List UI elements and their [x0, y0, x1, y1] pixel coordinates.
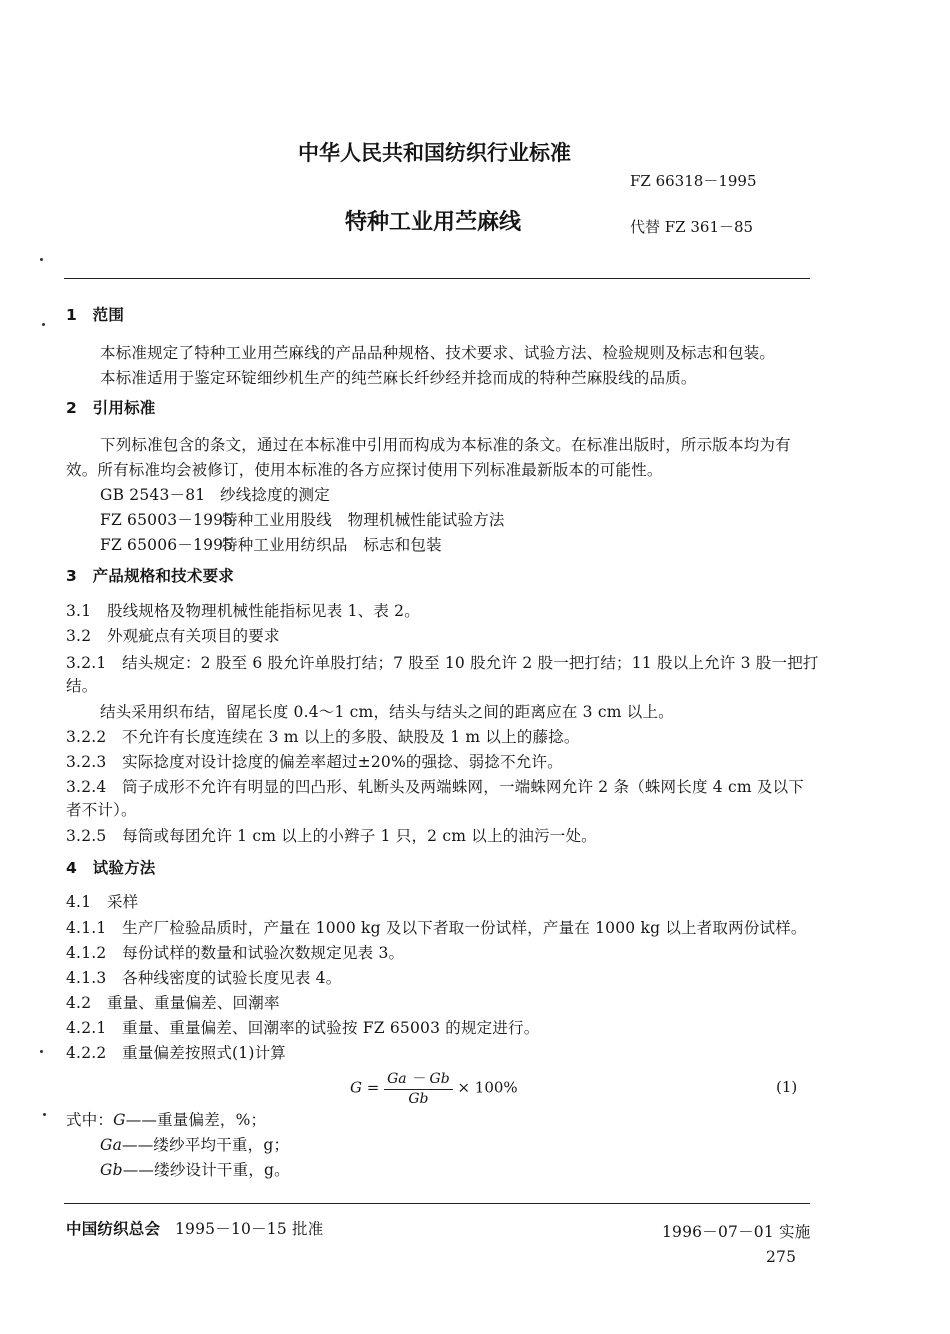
- clause-4-1: 4.1 采样: [66, 893, 139, 911]
- paragraph: 本标准适用于鉴定环锭细纱机生产的纯苎麻长纤纱经并捻而成的特种苎麻股线的品质。: [100, 369, 697, 387]
- variable-def: [100, 1160, 290, 1180]
- page-number: 275: [766, 1248, 797, 1266]
- reference-title: 特种工业用纺织品 标志和包装: [222, 536, 442, 554]
- var-description: ——重量偏差，%；: [125, 1111, 267, 1129]
- clause-3-2: 3.2 外观疵点有关项目的要求: [66, 627, 280, 645]
- document-title: 特种工业用苎麻线: [345, 210, 522, 235]
- clause-3-2-2: 3.2.2 不允许有长度连续在 3 m 以上的多股、缺股及 1 m 以上的藤捻。: [66, 728, 580, 746]
- paragraph: 本标准规定了特种工业用苎麻线的产品品种规格、技术要求、试验方法、检验规则及标志和包装。: [100, 344, 776, 362]
- reference-code: FZ 65006－1995: [100, 536, 234, 554]
- clause-3-2-3: 3.2.3 实际捻度对设计捻度的偏差率超过±20%的强捻、弱捻不允许。: [66, 753, 563, 771]
- formula: [350, 1068, 518, 1107]
- header-rule: [64, 278, 810, 279]
- clause-3-2-1-cont: 结。: [66, 677, 98, 695]
- var-symbol: Ga: [100, 1136, 123, 1154]
- clause-3-2-4-cont: 者不计）。: [66, 801, 137, 819]
- reference-code: GB 2543－81: [100, 486, 206, 504]
- scan-speck: [43, 1113, 46, 1116]
- reference-title: 纱线捻度的测定: [220, 486, 330, 504]
- scan-speck: [40, 1050, 43, 1053]
- reference-title: 特种工业用股线 物理机械性能试验方法: [222, 511, 505, 529]
- section-1-heading: 1 范围: [66, 306, 125, 324]
- where-label: 式中：: [66, 1111, 114, 1129]
- clause-4-2-1: 4.2.1 重量、重量偏差、回潮率的试验按 FZ 65003 的规定进行。: [66, 1019, 540, 1037]
- clause-4-2: 4.2 重量、重量偏差、回潮率: [66, 994, 280, 1012]
- formula-number: (1): [776, 1078, 798, 1096]
- section-3-heading: 3 产品规格和技术要求: [66, 567, 234, 585]
- var-description: ——缕纱平均干重，g；: [122, 1136, 290, 1154]
- implementation-date: 1996－07－01 实施: [662, 1223, 811, 1241]
- standard-number: FZ 66318－1995: [630, 172, 757, 190]
- paragraph: 效。所有标准均会被修订，使用本标准的各方应探讨使用下列标准最新版本的可能性。: [66, 461, 663, 479]
- where-intro: [66, 1110, 266, 1130]
- clause-3-2-4: 3.2.4 筒子成形不允许有明显的凹凸形、轧断头及两端蛛网，一端蛛网允许 2 条（蛛网长度 4 cm 及以下: [66, 778, 804, 796]
- clause-3-2-1: 3.2.1 结头规定：2 股至 6 股允许单股打结；7 股至 10 股允许 2 股一把打结；11 股以上允许 3 股一把打: [66, 654, 819, 672]
- footer-rule: [64, 1203, 810, 1204]
- national-standard-title: 中华人民共和国纺织行业标准: [298, 141, 571, 165]
- formula-denominator: Gb: [408, 1091, 429, 1107]
- var-description: ——缕纱设计干重，g。: [122, 1161, 290, 1179]
- clause-4-1-1: 4.1.1 生产厂检验品质时，产量在 1000 kg 及以下者取一份试样，产量在 1000 kg 以上者取两份试样。: [66, 919, 807, 937]
- section-4-heading: 4 试验方法: [66, 859, 156, 877]
- clause-4-1-2: 4.1.2 每份试样的数量和试验次数规定见表 3。: [66, 944, 405, 962]
- clause-4-2-2: 4.2.2 重量偏差按照式(1)计算: [66, 1044, 286, 1062]
- clause-3-1: 3.1 股线规格及物理机械性能指标见表 1、表 2。: [66, 602, 420, 620]
- issuing-authority: 中国纺织总会: [66, 1220, 161, 1238]
- reference-item: [100, 485, 330, 505]
- scan-speck: [42, 323, 45, 326]
- formula-lhs: G =: [350, 1078, 380, 1097]
- formula-rhs: × 100%: [457, 1078, 518, 1097]
- clause-3-2-5: 3.2.5 每筒或每团允许 1 cm 以上的小辫子 1 只，2 cm 以上的油污一处。: [66, 827, 597, 845]
- replaces-standard: 代替 FZ 361－85: [630, 218, 754, 236]
- section-2-heading: 2 引用标准: [66, 399, 156, 417]
- reference-item: [100, 510, 505, 530]
- scan-speck: [40, 258, 43, 261]
- clause-3-2-1-note: 结头采用织布结，留尾长度 0.4～1 cm，结头与结头之间的距离应在 3 cm 以上。: [100, 703, 674, 721]
- paragraph: 下列标准包含的条文，通过在本标准中引用而构成为本标准的条文。在标准出版时，所示版本均为有: [100, 436, 791, 454]
- approval-date: 1995－10－15 批准: [175, 1220, 324, 1238]
- reference-item: [100, 535, 442, 555]
- formula-numerator: Ga － Gb: [384, 1068, 453, 1090]
- reference-code: FZ 65003－1995: [100, 511, 234, 529]
- variable-def: [100, 1135, 289, 1155]
- var-symbol: G: [113, 1111, 126, 1129]
- clause-4-1-3: 4.1.3 各种线密度的试验长度见表 4。: [66, 969, 342, 987]
- var-symbol: Gb: [100, 1161, 123, 1179]
- formula-fraction: [384, 1068, 453, 1107]
